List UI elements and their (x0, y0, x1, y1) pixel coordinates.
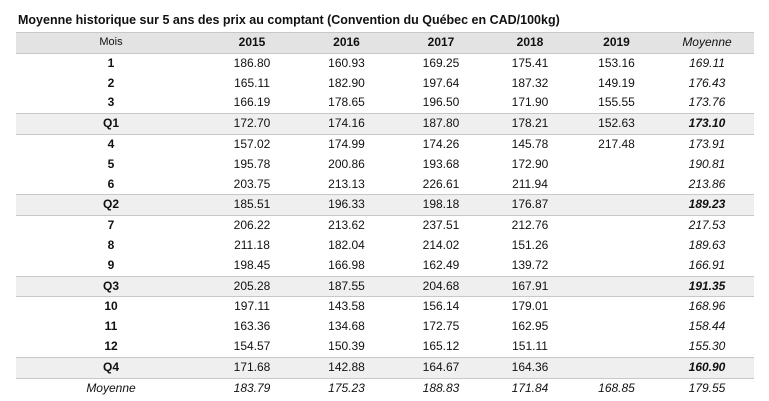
table-row (16, 236, 754, 256)
year-value-cell: 154.57 (233, 338, 271, 353)
year-value-cell: 151.26 (511, 237, 549, 252)
row-label: 11 (104, 319, 118, 334)
column-header-2017: 2017 (395, 33, 487, 54)
year-value-cell: 175.41 (511, 55, 549, 70)
year-value-cell (573, 155, 660, 175)
average-cell: 190.81 (688, 156, 726, 171)
year-value-cell: 206.22 (233, 218, 271, 233)
quarter-row (16, 195, 754, 216)
average-cell: 191.35 (660, 276, 754, 297)
year-value-cell (573, 337, 660, 357)
year-value-cell: 226.61 (422, 176, 460, 191)
year-value-cell: 174.16 (298, 114, 395, 135)
year-value-cell: 183.79 (233, 380, 271, 395)
column-header-2016: 2016 (298, 33, 395, 54)
average-cell: 179.55 (688, 380, 726, 395)
year-value-cell: 179.01 (511, 299, 549, 314)
row-label: 7 (107, 218, 115, 233)
year-value-cell: 164.36 (487, 357, 573, 378)
year-value-cell: 203.75 (233, 176, 271, 191)
year-value-cell: 196.33 (298, 195, 395, 216)
year-value-cell: 171.90 (511, 95, 549, 110)
year-value-cell: 212.76 (511, 218, 549, 233)
year-value-cell: 176.87 (487, 195, 573, 216)
table-row (16, 74, 754, 94)
year-value-cell: 172.75 (422, 319, 460, 334)
year-value-cell: 198.45 (233, 257, 271, 272)
year-value-cell: 169.25 (422, 55, 460, 70)
year-value-cell: 151.11 (512, 338, 548, 353)
year-value-cell: 167.91 (487, 276, 573, 297)
average-cell: 158.44 (688, 319, 726, 334)
table-row (16, 134, 754, 154)
row-label: 8 (107, 237, 115, 252)
table-title: Moyenne historique sur 5 ans des prix au comptant (Convention du Québec en CAD/100kg) (18, 13, 560, 27)
year-value-cell: 171.84 (511, 380, 549, 395)
year-value-cell: 211.94 (512, 176, 548, 191)
row-label: Moyenne (86, 380, 136, 395)
year-value-cell: 197.11 (234, 299, 270, 314)
year-value-cell: 162.49 (422, 257, 460, 272)
year-value-cell (573, 195, 660, 216)
table-row (16, 297, 754, 317)
average-cell: 173.76 (688, 95, 726, 110)
average-cell: 189.63 (688, 237, 726, 252)
year-value-cell: 165.12 (422, 338, 460, 353)
year-value-cell (573, 276, 660, 297)
table-row (16, 317, 754, 337)
column-header-mois: Mois (16, 33, 206, 54)
year-value-cell: 175.23 (328, 380, 365, 395)
row-label: 9 (107, 257, 115, 272)
row-label: 5 (107, 156, 115, 171)
year-value-cell: 195.78 (233, 156, 271, 171)
quarter-row (16, 114, 754, 135)
year-value-cell: 165.11 (234, 75, 270, 90)
year-value-cell: 139.72 (511, 257, 549, 272)
year-value-cell: 200.86 (328, 156, 365, 171)
average-cell: 173.91 (688, 136, 726, 151)
year-value-cell: 149.19 (598, 75, 635, 90)
table-row (16, 53, 754, 73)
year-value-cell: 237.51 (422, 218, 460, 233)
year-value-cell: 187.55 (298, 276, 395, 297)
year-value-cell: 152.63 (573, 114, 660, 135)
table-row (16, 256, 754, 276)
year-value-cell: 166.98 (328, 257, 365, 272)
average-cell: 166.91 (688, 257, 726, 272)
year-value-cell: 145.78 (511, 136, 549, 151)
average-cell: 176.43 (688, 75, 726, 90)
year-value-cell: 186.80 (233, 55, 271, 70)
table-row (16, 337, 754, 357)
average-cell: 160.90 (660, 357, 754, 378)
row-label: 2 (107, 75, 115, 90)
year-value-cell: 217.48 (598, 136, 635, 151)
year-value-cell: 163.36 (233, 319, 271, 334)
year-value-cell: 193.68 (422, 156, 460, 171)
column-header-2015: 2015 (206, 33, 298, 54)
row-label: Q1 (16, 114, 206, 135)
year-value-cell: 197.64 (422, 75, 460, 90)
year-value-cell: 162.95 (511, 319, 549, 334)
year-value-cell: 172.70 (206, 114, 298, 135)
year-value-cell: 157.02 (233, 136, 271, 151)
row-label: 12 (104, 338, 118, 353)
year-value-cell (573, 175, 660, 195)
year-value-cell: 196.50 (422, 95, 460, 110)
header-row (16, 33, 754, 54)
year-value-cell: 156.14 (422, 299, 460, 314)
year-value-cell: 171.68 (206, 357, 298, 378)
average-row (16, 378, 754, 398)
year-value-cell: 174.99 (328, 136, 365, 151)
year-value-cell: 178.21 (487, 114, 573, 135)
year-value-cell: 213.62 (328, 218, 365, 233)
year-value-cell: 134.68 (328, 319, 365, 334)
average-cell: 213.86 (688, 176, 726, 191)
table-row (16, 93, 754, 113)
year-value-cell: 211.18 (234, 237, 270, 252)
year-value-cell: 160.93 (328, 55, 365, 70)
quarter-row (16, 276, 754, 297)
row-label: 10 (104, 299, 118, 314)
year-value-cell: 204.68 (395, 276, 487, 297)
year-value-cell (573, 256, 660, 276)
year-value-cell: 182.04 (328, 237, 365, 252)
year-value-cell: 214.02 (422, 237, 460, 252)
year-value-cell: 205.28 (206, 276, 298, 297)
quarter-row (16, 357, 754, 378)
year-value-cell: 178.65 (328, 95, 365, 110)
year-value-cell (573, 216, 660, 236)
average-cell: 168.96 (688, 299, 726, 314)
row-label: Q4 (16, 357, 206, 378)
year-value-cell: 188.83 (422, 380, 460, 395)
year-value-cell (573, 236, 660, 256)
year-value-cell: 168.85 (598, 380, 635, 395)
row-label: Q2 (16, 195, 206, 216)
year-value-cell (573, 297, 660, 317)
year-value-cell: 174.26 (422, 136, 460, 151)
average-cell: 217.53 (688, 218, 726, 233)
year-value-cell: 213.13 (328, 176, 365, 191)
row-label: 4 (107, 136, 115, 151)
year-value-cell: 172.90 (511, 156, 549, 171)
price-table (16, 32, 754, 398)
table-row (16, 155, 754, 175)
column-header-2018: 2018 (487, 33, 573, 54)
year-value-cell: 187.32 (511, 75, 549, 90)
table-body (16, 53, 754, 398)
row-label: 6 (107, 176, 115, 191)
year-value-cell: 164.67 (395, 357, 487, 378)
year-value-cell (573, 357, 660, 378)
row-label: Q3 (16, 276, 206, 297)
year-value-cell: 153.16 (598, 55, 635, 70)
row-label: 3 (107, 95, 115, 110)
column-header-moyenne: Moyenne (660, 33, 754, 54)
year-value-cell: 185.51 (206, 195, 298, 216)
year-value-cell: 155.55 (598, 95, 635, 110)
average-cell: 189.23 (660, 195, 754, 216)
year-value-cell: 142.88 (298, 357, 395, 378)
average-cell: 155.30 (688, 338, 726, 353)
year-value-cell: 143.58 (328, 299, 365, 314)
table-row (16, 216, 754, 236)
column-header-2019: 2019 (573, 33, 660, 54)
year-value-cell: 150.39 (328, 338, 365, 353)
year-value-cell: 182.90 (328, 75, 365, 90)
row-label: 1 (107, 55, 115, 70)
year-value-cell: 166.19 (233, 95, 271, 110)
average-cell: 169.11 (689, 55, 725, 70)
table-row (16, 175, 754, 195)
average-cell: 173.10 (660, 114, 754, 135)
year-value-cell: 198.18 (395, 195, 487, 216)
year-value-cell (573, 317, 660, 337)
year-value-cell: 187.80 (395, 114, 487, 135)
